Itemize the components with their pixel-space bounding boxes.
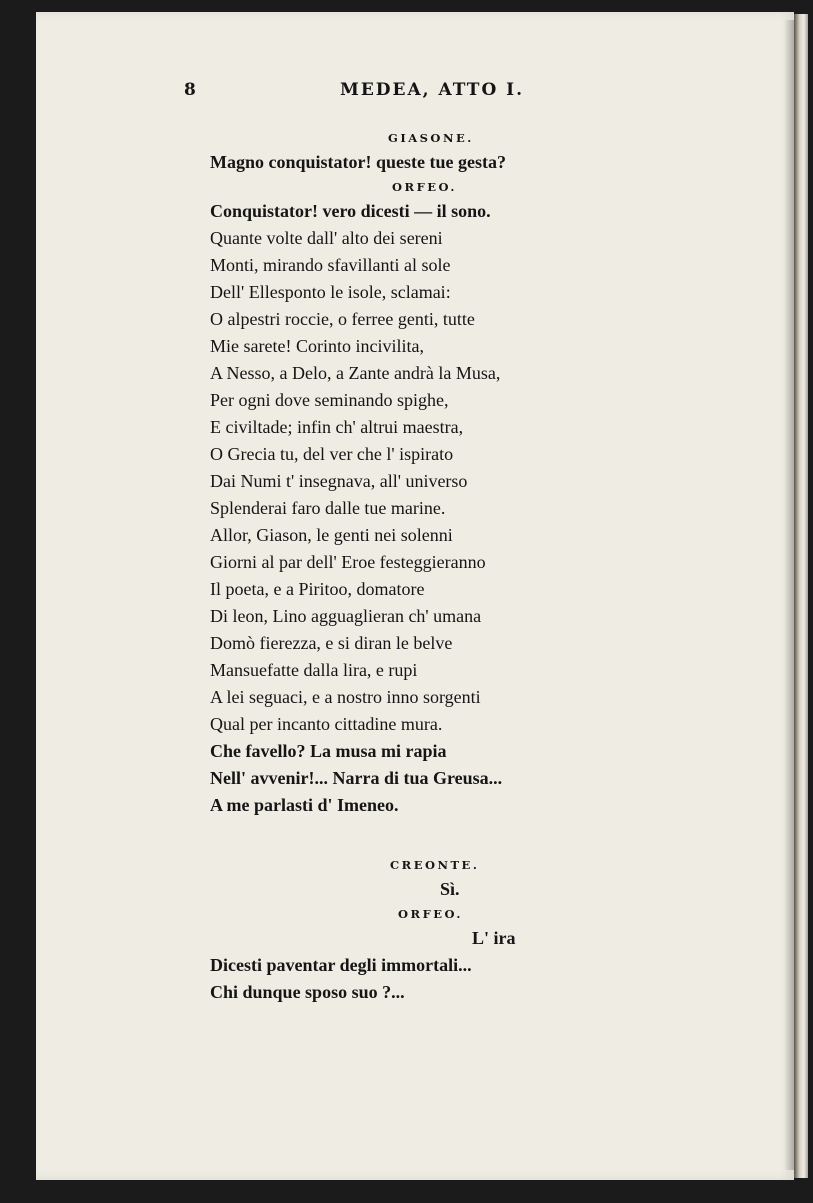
verse-line: Quante volte dall' alto dei sereni — [210, 228, 443, 248]
verse-line: Dai Numi t' insegnava, all' universo — [210, 471, 468, 491]
verse-line: O alpestri roccie, o ferree genti, tutte — [210, 309, 475, 329]
poem-text — [210, 127, 630, 1006]
verse-line: Allor, Giason, le genti nei solenni — [210, 525, 453, 545]
verse-line: Dicesti paventar degli immortali... — [210, 955, 472, 975]
verse-line: Magno conquistator! queste tue gesta? — [210, 152, 506, 172]
running-title: MEDEA, ATTO I. — [340, 80, 525, 100]
verse-line: Monti, mirando sfavillanti al sole — [210, 255, 451, 275]
verse-line: Giorni al par dell' Eroe festeggieranno — [210, 552, 486, 572]
verse-line: Che favello? La musa mi rapia — [210, 741, 447, 761]
verse-line: Mansuefatte dalla lira, e rupi — [210, 660, 418, 680]
verse-line: Chi dunque sposo suo ?... — [210, 982, 405, 1002]
verse-line: Nell' avvenir!... Narra di tua Greusa... — [210, 768, 503, 788]
verse-line: Conquistator! vero dicesti — il sono. — [210, 201, 491, 221]
speaker-label: ORFEO. — [398, 907, 463, 921]
verse-line: Splenderai faro dalle tue marine. — [210, 498, 446, 518]
verse-line: O Grecia tu, del ver che l' ispirato — [210, 444, 454, 464]
verse-line: L' ira — [472, 928, 516, 948]
speaker-label: CREONTE. — [390, 858, 480, 872]
verse-line: Domò fierezza, e si diran le belve — [210, 633, 453, 653]
page-edge — [794, 14, 808, 1178]
page-number: 8 — [184, 80, 198, 100]
verse-line: Il poeta, e a Piritoo, domatore — [210, 579, 425, 599]
verse-line: Dell' Ellesponto le isole, sclamai: — [210, 282, 451, 302]
page-fold-shadow — [784, 20, 794, 1170]
verse-line: Di leon, Lino agguaglieran ch' umana — [210, 606, 482, 626]
verse-line: Per ogni dove seminando spighe, — [210, 390, 449, 410]
verse-line: A lei seguaci, e a nostro inno sorgenti — [210, 687, 481, 707]
speaker-label: ORFEO. — [392, 180, 457, 194]
verse-line: A Nesso, a Delo, a Zante andrà la Musa, — [210, 363, 501, 383]
verse-line: E civiltade; infin ch' altrui maestra, — [210, 417, 464, 437]
verse-line: Sì. — [440, 879, 460, 899]
verse-line: A me parlasti d' Imeneo. — [210, 795, 399, 815]
verse-line: Mie sarete! Corinto incivilita, — [210, 336, 424, 356]
speaker-label: GIASONE. — [388, 131, 474, 145]
stanza-gap — [210, 819, 630, 854]
verse-line: Qual per incanto cittadine mura. — [210, 714, 443, 734]
